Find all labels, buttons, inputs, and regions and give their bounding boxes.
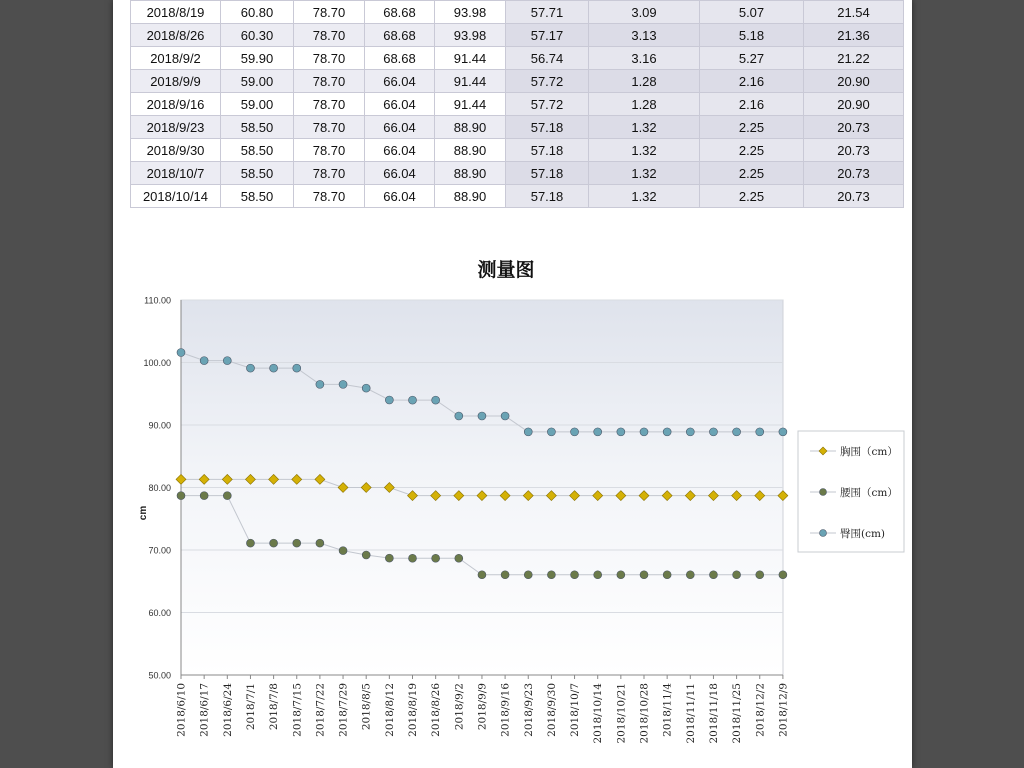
data-point	[177, 349, 185, 357]
data-point	[524, 428, 532, 436]
document-page	[113, 0, 912, 768]
value-cell: 20.90	[804, 93, 904, 116]
data-point	[316, 539, 324, 547]
value-cell: 1.28	[589, 93, 700, 116]
value-cell: 88.90	[435, 162, 506, 185]
data-point	[617, 571, 625, 579]
value-cell: 3.16	[589, 47, 700, 70]
x-tick-label: 2018/8/26	[430, 683, 443, 737]
data-point	[200, 357, 208, 365]
value-cell: 78.70	[294, 162, 365, 185]
value-cell: 91.44	[435, 70, 506, 93]
data-point	[200, 492, 208, 500]
value-cell: 88.90	[435, 139, 506, 162]
value-cell: 66.04	[365, 162, 435, 185]
value-cell: 21.54	[804, 1, 904, 24]
legend-label: 腰围（cm）	[840, 487, 898, 499]
date-cell: 2018/10/7	[131, 162, 221, 185]
value-cell: 1.28	[589, 70, 700, 93]
x-tick-label: 2018/10/7	[569, 683, 582, 737]
value-cell: 68.68	[365, 1, 435, 24]
x-tick-label: 2018/7/1	[244, 683, 257, 731]
y-tick-label: 110.00	[144, 295, 171, 306]
value-cell: 91.44	[435, 93, 506, 116]
data-point	[663, 571, 671, 579]
x-tick-label: 2018/10/28	[638, 683, 651, 744]
value-cell: 2.25	[700, 162, 804, 185]
value-cell: 1.32	[589, 162, 700, 185]
x-tick-label: 2018/11/4	[661, 683, 674, 737]
data-point	[432, 396, 440, 404]
data-point	[270, 539, 278, 547]
data-point	[617, 428, 625, 436]
date-cell: 2018/9/9	[131, 70, 221, 93]
value-cell: 78.70	[294, 47, 365, 70]
legend-marker	[820, 489, 827, 496]
y-tick-label: 90.00	[148, 420, 171, 431]
value-cell: 5.07	[700, 1, 804, 24]
data-point	[779, 571, 787, 579]
value-cell: 20.73	[804, 162, 904, 185]
value-cell: 68.68	[365, 24, 435, 47]
value-cell: 2.16	[700, 93, 804, 116]
value-cell: 66.04	[365, 116, 435, 139]
y-tick-label: 60.00	[148, 608, 171, 618]
data-point	[547, 428, 555, 436]
data-point	[663, 428, 671, 436]
value-cell: 78.70	[294, 185, 365, 208]
x-tick-label: 2018/10/14	[592, 683, 605, 744]
value-cell: 57.72	[506, 70, 589, 93]
value-cell: 78.70	[294, 139, 365, 162]
x-tick-label: 2018/6/10	[175, 683, 188, 737]
data-point	[246, 539, 254, 547]
value-cell: 78.70	[294, 70, 365, 93]
value-cell: 93.98	[435, 1, 506, 24]
data-point	[756, 571, 764, 579]
x-tick-label: 2018/11/11	[684, 683, 697, 744]
data-point	[709, 571, 717, 579]
x-tick-label: 2018/7/29	[337, 683, 350, 737]
chart-title: 测量图	[477, 259, 535, 281]
date-cell: 2018/9/16	[131, 93, 221, 116]
x-tick-label: 2018/7/22	[314, 683, 327, 737]
data-point	[524, 571, 532, 579]
value-cell: 66.04	[365, 93, 435, 116]
data-point	[177, 492, 185, 500]
value-cell: 5.18	[700, 24, 804, 47]
value-cell: 57.18	[506, 139, 589, 162]
value-cell: 78.70	[294, 1, 365, 24]
value-cell: 21.36	[804, 24, 904, 47]
value-cell: 57.18	[506, 162, 589, 185]
legend-marker	[820, 530, 827, 537]
data-point	[640, 428, 648, 436]
y-axis-label: cm	[138, 505, 149, 521]
measurement-chart	[113, 0, 912, 768]
x-tick-label: 2018/9/23	[522, 683, 535, 737]
data-point	[686, 428, 694, 436]
value-cell: 1.32	[589, 185, 700, 208]
data-point	[409, 396, 417, 404]
data-point	[223, 492, 231, 500]
value-cell: 3.13	[589, 24, 700, 47]
value-cell: 2.25	[700, 116, 804, 139]
value-cell: 56.74	[506, 47, 589, 70]
value-cell: 57.17	[506, 24, 589, 47]
value-cell: 59.00	[221, 70, 294, 93]
value-cell: 60.30	[221, 24, 294, 47]
data-point	[686, 571, 694, 579]
value-cell: 78.70	[294, 93, 365, 116]
x-tick-label: 2018/9/30	[545, 683, 558, 737]
value-cell: 57.18	[506, 116, 589, 139]
value-cell: 68.68	[365, 47, 435, 70]
value-cell: 57.72	[506, 93, 589, 116]
data-point	[409, 554, 417, 562]
data-point	[385, 554, 393, 562]
value-cell: 20.73	[804, 185, 904, 208]
data-point	[478, 571, 486, 579]
data-point	[709, 428, 717, 436]
x-tick-label: 2018/7/8	[268, 683, 281, 731]
value-cell: 1.32	[589, 116, 700, 139]
y-tick-label: 100.00	[143, 358, 171, 368]
value-cell: 58.50	[221, 162, 294, 185]
data-point	[594, 428, 602, 436]
data-point	[270, 364, 278, 372]
y-tick-label: 80.00	[148, 483, 171, 493]
value-cell: 58.50	[221, 185, 294, 208]
value-cell: 57.71	[506, 1, 589, 24]
value-cell: 3.09	[589, 1, 700, 24]
date-cell: 2018/9/23	[131, 116, 221, 139]
date-cell: 2018/9/2	[131, 47, 221, 70]
data-point	[385, 396, 393, 404]
value-cell: 58.50	[221, 139, 294, 162]
data-point	[339, 380, 347, 388]
value-cell: 20.73	[804, 116, 904, 139]
x-tick-label: 2018/11/25	[731, 683, 744, 744]
value-cell: 93.98	[435, 24, 506, 47]
x-tick-label: 2018/9/16	[499, 683, 512, 737]
x-tick-label: 2018/9/9	[476, 683, 489, 731]
data-point	[571, 571, 579, 579]
data-point	[594, 571, 602, 579]
data-point	[779, 428, 787, 436]
date-cell: 2018/10/14	[131, 185, 221, 208]
data-point	[501, 412, 509, 420]
value-cell: 66.04	[365, 139, 435, 162]
value-cell: 1.32	[589, 139, 700, 162]
value-cell: 21.22	[804, 47, 904, 70]
data-point	[455, 412, 463, 420]
x-tick-label: 2018/12/2	[754, 683, 767, 737]
data-point	[640, 571, 648, 579]
value-cell: 60.80	[221, 1, 294, 24]
value-cell: 78.70	[294, 24, 365, 47]
date-cell: 2018/8/19	[131, 1, 221, 24]
value-cell: 2.25	[700, 139, 804, 162]
legend-label: 臀围(cm)	[840, 528, 886, 540]
value-cell: 91.44	[435, 47, 506, 70]
data-point	[223, 357, 231, 365]
data-point	[362, 384, 370, 392]
value-cell: 2.16	[700, 70, 804, 93]
value-cell: 59.90	[221, 47, 294, 70]
value-cell: 20.73	[804, 139, 904, 162]
x-tick-label: 2018/8/5	[360, 683, 373, 731]
data-point	[733, 571, 741, 579]
data-point	[316, 380, 324, 388]
value-cell: 59.00	[221, 93, 294, 116]
x-tick-label: 2018/11/18	[707, 683, 720, 744]
data-point	[293, 539, 301, 547]
data-point	[455, 554, 463, 562]
x-tick-label: 2018/9/2	[453, 683, 466, 731]
date-cell: 2018/8/26	[131, 24, 221, 47]
value-cell: 66.04	[365, 70, 435, 93]
x-tick-label: 2018/8/19	[407, 683, 419, 737]
y-tick-label: 50.00	[148, 670, 171, 681]
data-point	[547, 571, 555, 579]
x-tick-label: 2018/10/21	[615, 683, 628, 744]
data-point	[339, 547, 347, 555]
x-tick-label: 2018/8/12	[383, 683, 396, 737]
data-point	[501, 571, 509, 579]
value-cell: 2.25	[700, 185, 804, 208]
x-tick-label: 2018/12/9	[777, 683, 790, 737]
data-point	[362, 551, 370, 559]
legend-label: 胸围（cm）	[840, 446, 898, 458]
value-cell: 88.90	[435, 116, 506, 139]
value-cell: 66.04	[365, 185, 435, 208]
data-point	[571, 428, 579, 436]
x-tick-label: 2018/6/24	[221, 683, 234, 737]
data-point	[246, 364, 254, 372]
y-tick-label: 70.00	[148, 545, 171, 556]
value-cell: 5.27	[700, 47, 804, 70]
data-point	[478, 412, 486, 420]
value-cell: 20.90	[804, 70, 904, 93]
value-cell: 88.90	[435, 185, 506, 208]
x-tick-label: 2018/6/17	[198, 683, 211, 737]
data-point	[432, 554, 440, 562]
data-point	[293, 364, 301, 372]
data-point	[756, 428, 764, 436]
x-tick-label: 2018/7/15	[291, 683, 304, 737]
chart-legend	[798, 431, 904, 552]
date-cell: 2018/9/30	[131, 139, 221, 162]
data-point	[733, 428, 741, 436]
value-cell: 58.50	[221, 116, 294, 139]
value-cell: 57.18	[506, 185, 589, 208]
value-cell: 78.70	[294, 116, 365, 139]
